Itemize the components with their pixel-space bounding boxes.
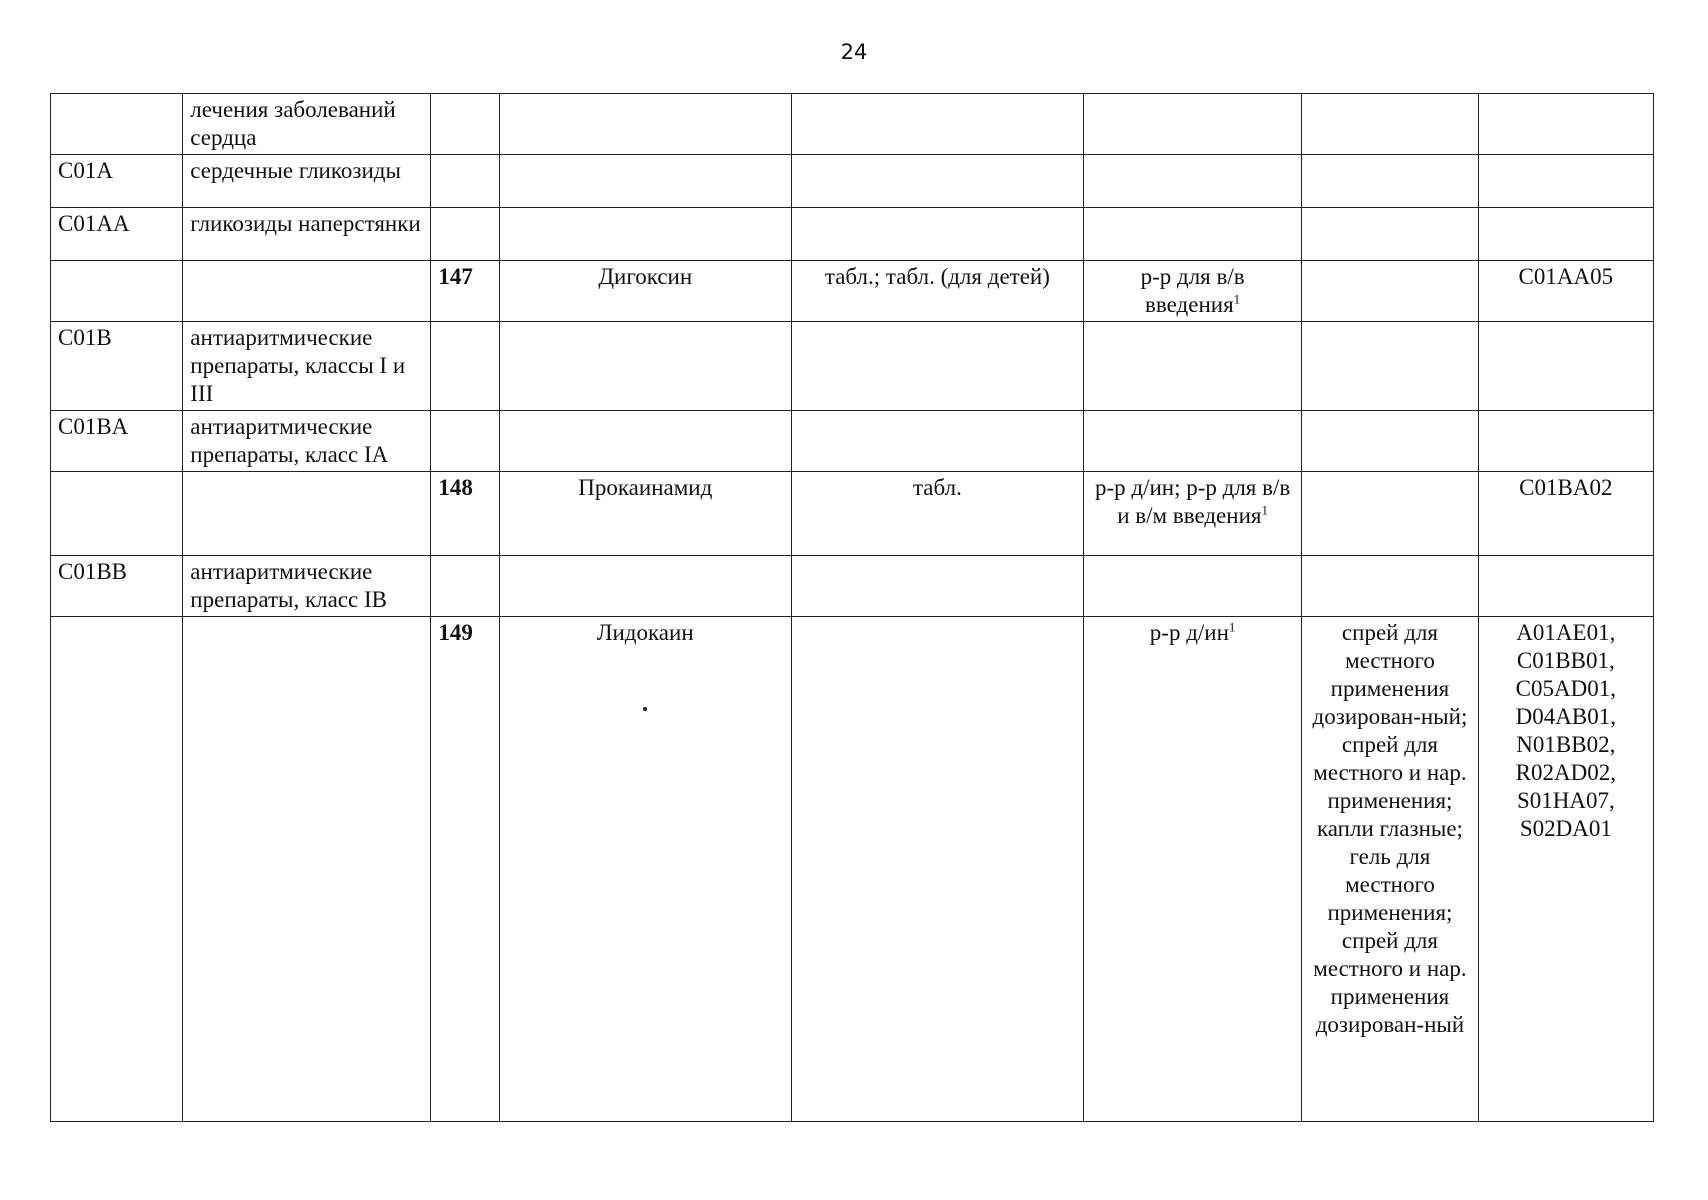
atc-group-name: лечения заболеваний сердца — [183, 94, 431, 155]
injection-form-text: р-р д/ин; р-р для в/в и в/м введения — [1094, 475, 1291, 528]
empty-cell — [1083, 94, 1301, 155]
atc-group-code: C01BA — [51, 411, 183, 472]
empty-cell — [1302, 94, 1478, 155]
empty-cell — [431, 411, 499, 472]
other-dosage-form: спрей для местного применения дозирован-ный; спрей для местного и нар. применения; капли глазные; гель для местного применения; спрей для местного и нар. применения дозирован-ный — [1302, 617, 1478, 1122]
table-row — [51, 94, 1654, 155]
atc-group-name: гликозиды наперстянки — [183, 208, 431, 261]
drug-name: Дигоксин — [499, 261, 791, 322]
drug-number: 149 — [431, 617, 499, 1122]
empty-cell — [1478, 411, 1653, 472]
footnote-mark: 1 — [1228, 619, 1236, 635]
empty-cell — [1478, 556, 1653, 617]
atc-group-code — [51, 617, 183, 1122]
table-row — [51, 155, 1654, 208]
empty-cell — [791, 556, 1083, 617]
empty-cell — [1302, 556, 1478, 617]
empty-cell — [1083, 556, 1301, 617]
empty-cell — [1302, 411, 1478, 472]
empty-cell — [431, 208, 499, 261]
footnote-mark: 1 — [1261, 502, 1268, 518]
atc-group-code: C01A — [51, 155, 183, 208]
atc-group-code — [51, 94, 183, 155]
empty-cell — [1083, 411, 1301, 472]
empty-cell — [499, 411, 791, 472]
scan-speck — [643, 707, 647, 711]
atc-group-name: антиаритмические препараты, класс IA — [183, 411, 431, 472]
empty-cell — [791, 411, 1083, 472]
empty-cell — [499, 556, 791, 617]
empty-cell — [1478, 155, 1653, 208]
empty-cell — [1302, 322, 1478, 411]
page-number: 24 — [840, 40, 868, 64]
oral-dosage-form — [791, 617, 1083, 1122]
empty-cell — [431, 155, 499, 208]
table-row — [51, 322, 1654, 411]
atc-group-code: C01AA — [51, 208, 183, 261]
atc-code: A01AE01, C01BB01, C05AD01, D04AB01, N01BB02, R02AD02, S01HA07, S02DA01 — [1478, 617, 1653, 1122]
other-dosage-form — [1302, 472, 1478, 556]
atc-group-name — [183, 617, 431, 1122]
atc-code: C01BA02 — [1478, 472, 1653, 556]
atc-group-code: C01B — [51, 322, 183, 411]
injection-dosage-form — [1083, 617, 1301, 1122]
empty-cell — [499, 208, 791, 261]
empty-cell — [431, 94, 499, 155]
injection-form-text: р-р для в/в введения — [1140, 264, 1245, 317]
empty-cell — [1478, 322, 1653, 411]
empty-cell — [791, 94, 1083, 155]
table-row — [51, 556, 1654, 617]
oral-dosage-form: табл. — [791, 472, 1083, 556]
atc-group-name: сердечные гликозиды — [183, 155, 431, 208]
empty-cell — [791, 322, 1083, 411]
drug-name-cell — [499, 617, 791, 1122]
atc-group-code — [51, 472, 183, 556]
atc-group-code: C01BB — [51, 556, 183, 617]
atc-code: C01AA05 — [1478, 261, 1653, 322]
table-row — [51, 261, 1654, 322]
table-row — [51, 411, 1654, 472]
atc-group-name — [183, 472, 431, 556]
table-row — [51, 208, 1654, 261]
table-row — [51, 617, 1654, 1122]
drug-name: Лидокаин — [596, 620, 694, 645]
empty-cell — [791, 155, 1083, 208]
empty-cell — [1083, 208, 1301, 261]
empty-cell — [499, 155, 791, 208]
footnote-mark: 1 — [1233, 291, 1241, 307]
injection-dosage-form — [1083, 261, 1301, 322]
empty-cell — [791, 208, 1083, 261]
injection-form-text: р-р д/ин — [1149, 620, 1229, 645]
drug-name: Прокаинамид — [499, 472, 791, 556]
table-row — [51, 472, 1654, 556]
empty-cell — [1478, 94, 1653, 155]
empty-cell — [499, 322, 791, 411]
other-dosage-form — [1302, 261, 1478, 322]
atc-group-name: антиаритмические препараты, класс IB — [183, 556, 431, 617]
empty-cell — [1083, 155, 1301, 208]
oral-dosage-form: табл.; табл. (для детей) — [791, 261, 1083, 322]
injection-dosage-form — [1083, 472, 1301, 556]
drug-table — [50, 93, 1654, 1122]
empty-cell — [1478, 208, 1653, 261]
empty-cell — [1302, 208, 1478, 261]
atc-group-code — [51, 261, 183, 322]
atc-group-name — [183, 261, 431, 322]
atc-group-name: антиаритмические препараты, классы I и III — [183, 322, 431, 411]
empty-cell — [431, 322, 499, 411]
empty-cell — [1302, 155, 1478, 208]
empty-cell — [1083, 322, 1301, 411]
empty-cell — [431, 556, 499, 617]
empty-cell — [499, 94, 791, 155]
drug-number: 147 — [431, 261, 499, 322]
drug-number: 148 — [431, 472, 499, 556]
